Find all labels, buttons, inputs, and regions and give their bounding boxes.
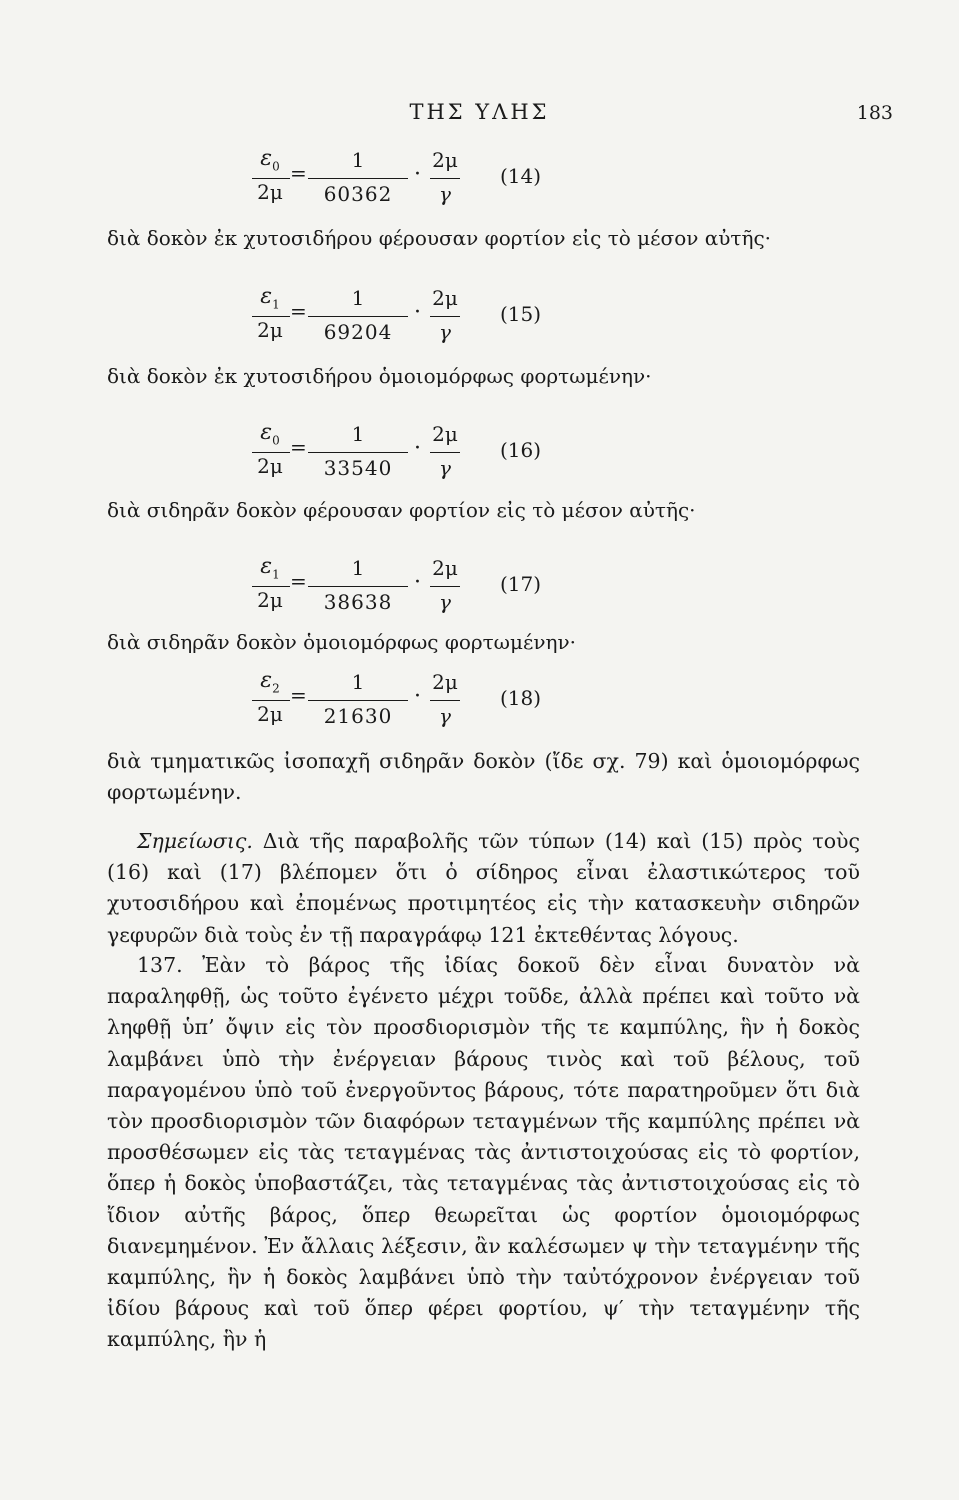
equation-number: (18) [500,686,542,710]
note-text: Διὰ τῆς παραβολῆς τῶν τύπων (14) καὶ (15) πρὸς τοὺς (16) καὶ (17) βλέπομεν ὅτι ὁ σίδηρος εἶναι ἐλαστικώτερος τοῦ χυτοσιδήρου καὶ ἐπομένως προτιμητέος εἰς τὴν κατασκευὴν σιδηρῶν γεφυρῶν διὰ τοὺς ἐν τῇ παραγράφῳ 121 ἐκτεθέντας λόγους. [107,829,860,947]
equation-17: $\varepsilon_1$ 2μ = 1 38638 · 2μ γ (17) [250,554,670,634]
caption-16: διὰ σιδηρᾶν δοκὸν φέρουσαν φορτίον εἰς τὸ μέσον αὐτῆς· [107,498,696,522]
equation-number: (14) [500,164,542,188]
equation-number: (15) [500,302,542,326]
equation-number: (16) [500,438,542,462]
equation-number: (17) [500,572,542,596]
equation-16: $\varepsilon_0$ 2μ = 1 33540 · 2μ γ (16) [250,420,670,500]
section-text: Ἐὰν τὸ βάρος τῆς ἰδίας δοκοῦ δὲν εἶναι δυνατὸν νὰ παραληφθῇ, ὡς τοῦτο ἐγένετο μέχρι τοῦδε, ἀλλὰ πρέπει καὶ τοῦτο νὰ ληφθῇ ὑπ’ ὄψιν εἰς τὸν προσδιορισμὸν τῆς τε καμπύλης, ἣν ἡ δοκὸς λαμβάνει ὑπὸ τὴν ἐνέργειαν βάρους τινὸς καὶ τοῦ βέλους, τοῦ παραγομένου ὑπὸ τοῦ ἐνεργοῦντος βάρους, τότε παρατηροῦμεν ὅτι διὰ τὸν προσδιορισμὸν τῶν διαφόρων τεταγμένων τῆς καμπύλης πρέπει νὰ προσθέσωμεν εἰς τὰς τεταγμένας τὰς ἀντιστοιχούσας εἰς τὸ φορτίον, ὅπερ ἡ δοκὸς ὑποβαστάζει, τὰς τεταγμένας τὰς ἀντιστοιχούσας εἰς τὸ ἴδιον αὐτῆς βάρος, ὅπερ θεωρεῖται ὡς φορτίον ὁμοιομόρφως διανεμημένον. Ἐν ἄλλαις λέξεσιν, ἂν καλέσωμεν ψ τὴν τεταγμένην τῆς καμπύλης, ἣν ἡ δοκὸς λαμβάνει ὑπὸ τὴν ταὐτόχρονον ἐνέργειαν τοῦ ἰδίου βάρους καὶ τοῦ ὅπερ φέρει φορτίου, ψ′ τὴν τεταγμένην τῆς καμπύλης, ἣν ἡ [107,953,860,1352]
caption-15: διὰ δοκὸν ἐκ χυτοσιδήρου ὁμοιομόρφως φορτωμένην· [107,364,652,388]
equation-18: $\varepsilon_2$ 2μ = 1 21630 · 2μ γ (18) [250,668,670,748]
paragraph-18-caption: διὰ τμηματικῶς ἰσοπαχῆ σιδηρᾶν δοκὸν (ἴδε σχ. 79) καὶ ὁμοιομόρφως φορτωμένην. [107,749,860,805]
note-paragraph [107,826,860,951]
equation-15: $\varepsilon_1$ 2μ = 1 69204 · 2μ γ (15) [250,284,670,364]
caption-14: διὰ δοκὸν ἐκ χυτοσιδήρου φέρουσαν φορτίον εἰς τὸ μέσον αὐτῆς· [107,226,772,250]
page-number: 183 [856,102,893,124]
caption-17: διὰ σιδηρᾶν δοκὸν ὁμοιομόρφως φορτωμένην· [107,630,577,654]
note-label: Σημείωσις. [137,829,253,853]
equation-14: $\varepsilon_0$ 2μ = 1 60362 · 2μ γ (14) [250,146,670,226]
section-137 [107,950,860,1356]
section-number: 137. [137,953,183,977]
running-header: ΤΗΣ ΥΛΗΣ [409,100,550,124]
